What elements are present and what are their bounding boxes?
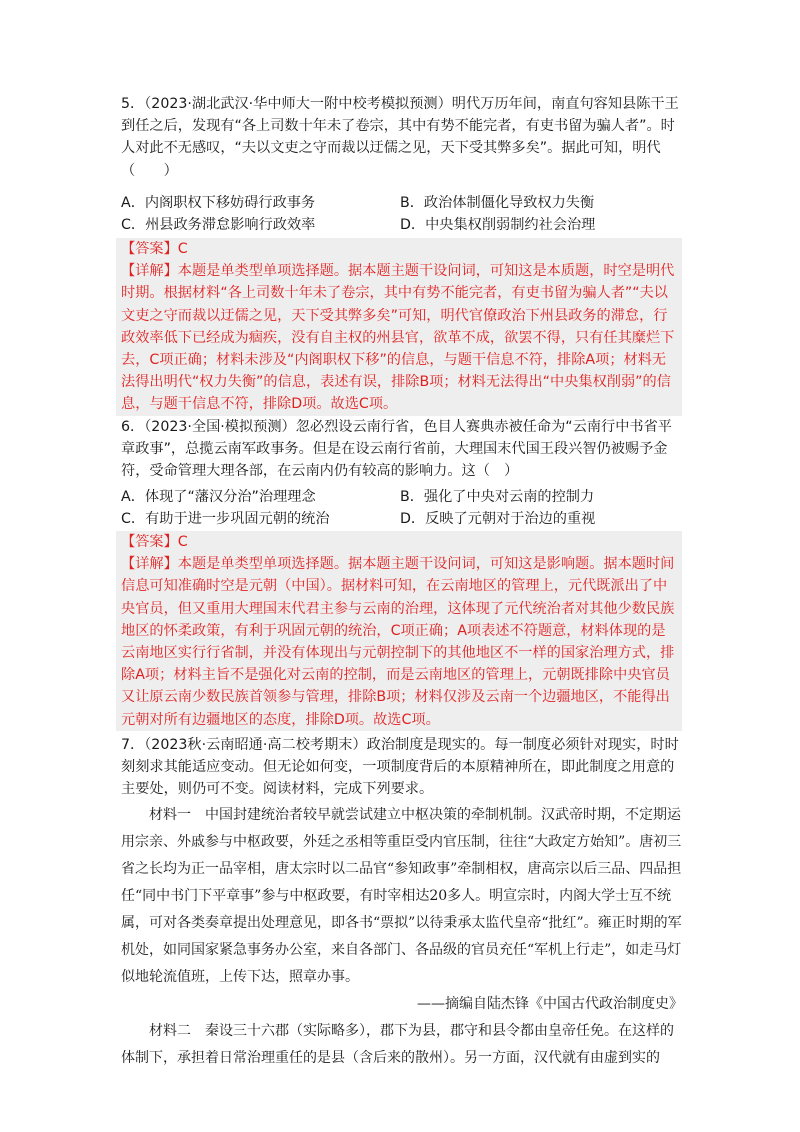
question-6-answer: 【答案】C xyxy=(121,534,188,550)
question-6-answer-box xyxy=(116,531,682,731)
question-6-explanation: 【详解】本题是单类型单项选择题。据本题主题干设问词，可知这是影响题。据本题时间信息可知准确时空是元朝（中国）。据材料可知，在云南地区的管理上，元代既派出了中央官员，但又重用大理国末代君主参与云南的治理，这体现了元代统治者对其他少数民族地区的怀柔政策，有利于巩固元朝的统治，C项正确；A项表述不符题意，材料体现的是云南地区实行行省制，并没有体现出与元朝控制下的其他地区不一样的国家治理方式，排除A项；材料主旨不是强化对云南的控制，而是云南地区的管理上，元朝既排除中央官员又让原云南少数民族首领参与管理，排除B项；材料仅涉及云南一个边疆地区，不能得出元朝对所有边疆地区的态度，排除D项。故选C项。 xyxy=(121,556,675,728)
question-5-option-b[interactable]: B．政治体制僵化导致权力失衡 xyxy=(400,195,595,211)
question-5-answer: 【答案】C xyxy=(121,241,188,257)
question-5-option-a[interactable]: A．内阁职权下移妨碍行政事务 xyxy=(121,195,316,211)
question-6-stem: 6．（2023·全国·模拟预测）忽必烈设云南行省，色目人赛典赤被任命为“云南行中书省平章政事”，总揽云南军政事务。但是在设云南行省前，大理国末代国王段兴智仍被赐予金符，受命管理大理各部，在云南内仍有较高的影响力。这（ ） xyxy=(121,419,672,480)
question-6-option-c[interactable]: C．有助于进一步巩固元朝的统治 xyxy=(121,511,330,527)
material-1-source: ——摘编自陆杰锋《中国古代政治制度史》 xyxy=(417,996,683,1012)
question-5-answer-box xyxy=(116,238,682,416)
question-6-option-d[interactable]: D．反映了元朝对于治边的重视 xyxy=(400,511,596,527)
question-5-stem: 5．（2023·湖北武汉·华中师大一附中校考模拟预测）明代万历年间，南直句容知县陈干王到任之后，发现有“各上司数十年未了卷宗，其中有势不能完者，有吏书留为骗人者”。时人对此不无感叹，“夫以文吏之守而裁以迂儒之见，天下受其弊多矣”。据此可知，明代（ ） xyxy=(121,96,679,179)
question-6-option-a[interactable]: A．体现了“藩汉分治”治理理念 xyxy=(121,489,316,505)
question-7-stem: 7．（2023秋·云南昭通·高二校考期末）政治制度是现实的。每一制度必须针对现实，时时刻刻求其能适应变动。但无论如何变，一项制度背后的本原精神所在，即此制度之用意的主要处，则仍可不变。阅读材料，完成下列要求。 xyxy=(121,737,679,798)
material-2: 材料二 秦设三十六郡（实际略多），郡下为县，郡守和县令都由皇帝任免。在这样的体制下，承担着日常治理重任的是县（含后来的散州）。另一方面，汉代就有由虚到实的 xyxy=(121,1023,674,1066)
question-6-options xyxy=(121,486,681,530)
question-7-materials xyxy=(121,802,683,1072)
question-6-option-b[interactable]: B．强化了中央对云南的控制力 xyxy=(400,489,595,505)
question-5-options xyxy=(121,192,681,236)
material-1: 材料一 中国封建统治者较早就尝试建立中枢决策的牵制机制。汉武帝时期，不定期运用宗亲、外戚参与中枢政要，外廷之丞相等重臣受内官压制，往往“大政定方始知”。唐初三省之长均为正一品宰相，唐太宗时以二品官“参知政事”牵制相权，唐高宗以后三品、四品担任“同中书门下平章事”参与中枢政要，有时宰相达20多人。明宣宗时，内阁大学士互不统属，可对各类奏章提出处理意见，即各书“票拟”以待秉承太监代皇帝“批红”。雍正时期的军机处，如同国家紧急事务办公室，来自各部门、各品级的官员充任“军机上行走”，如走马灯似地轮流值班，上传下达，照章办事。 xyxy=(121,807,682,985)
question-5-option-c[interactable]: C．州县政务滞怠影响行政效率 xyxy=(121,217,316,233)
question-5-option-d[interactable]: D．中央集权削弱制约社会治理 xyxy=(400,217,596,233)
question-5-explanation: 【详解】本题是单类型单项选择题。据本题主题干设问词，可知这是本质题，时空是明代时期。根据材料“各上司数十年未了卷宗，其中有势不能完者，有吏书留为骗人者”“夫以文吏之守而裁以迂儒之见，天下受其弊多矣”可知，明代官僚政治下州县政务的滞怠，行政效率低下已经成为痼疾，没有自主权的州县官，欲革不成，欲罢不得，只有任其糜烂下去，C项正确；材料未涉及“内阁职权下移”的信息，与题干信息不符，排除A项；材料无法得出明代“权力失衡”的信息，表述有误，排除B项；材料无法得出“中央集权削弱”的信息，与题干信息不符，排除D项。故选C项。 xyxy=(121,263,675,413)
